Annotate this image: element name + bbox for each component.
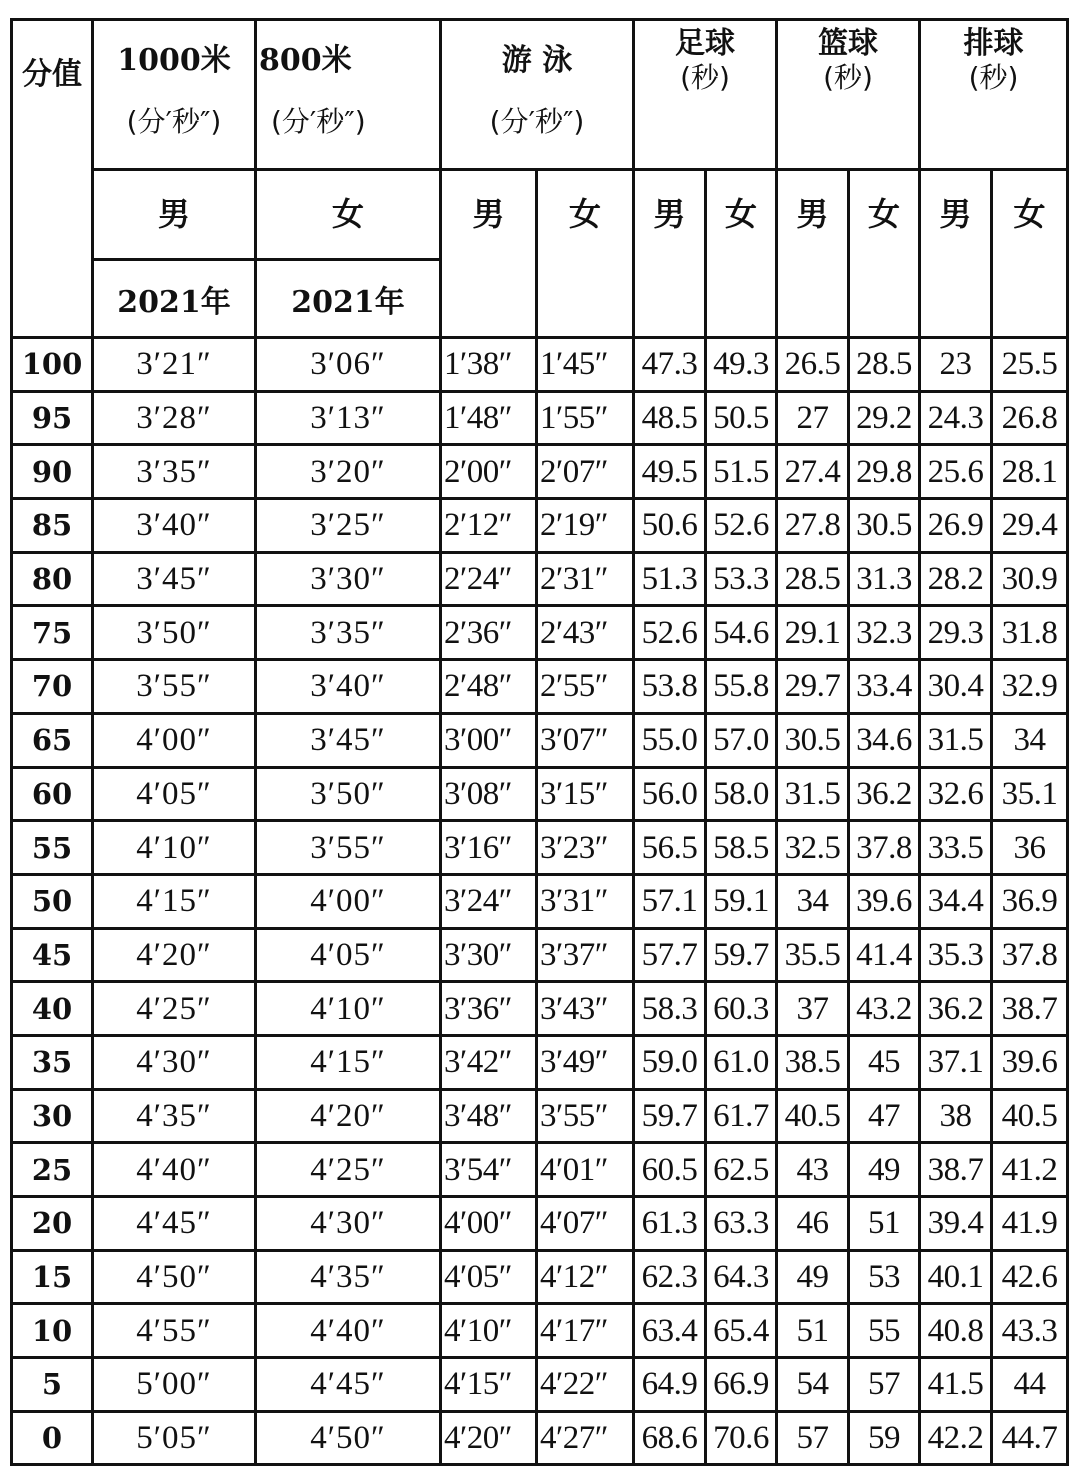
cell-football-male: 50.6 bbox=[634, 499, 706, 553]
cell-volleyball-female: 44 bbox=[992, 1358, 1068, 1412]
cell-football-male: 51.3 bbox=[634, 552, 706, 606]
cell-run-1000m-male: 4′10″ bbox=[93, 821, 256, 875]
cell-swim-female: 3′31″ bbox=[537, 874, 634, 928]
cell-run-1000m-male: 4′50″ bbox=[93, 1250, 256, 1304]
cell-basketball-female: 49 bbox=[849, 1143, 920, 1197]
score-table-body bbox=[12, 338, 1068, 1465]
cell-swim-male: 3′16″ bbox=[441, 821, 537, 875]
cell-score: 75 bbox=[12, 606, 93, 660]
cell-run-1000m-male: 4′30″ bbox=[93, 1035, 256, 1089]
cell-basketball-female: 37.8 bbox=[849, 821, 920, 875]
cell-basketball-female: 55 bbox=[849, 1304, 920, 1358]
cell-run-1000m-male: 4′05″ bbox=[93, 767, 256, 821]
cell-football-male: 56.5 bbox=[634, 821, 706, 875]
cell-swim-female: 3′37″ bbox=[537, 928, 634, 982]
cell-basketball-male: 27.8 bbox=[777, 499, 849, 553]
header-1000m-title: 1000米 bbox=[117, 43, 231, 78]
cell-run-800m-female: 4′00″ bbox=[256, 874, 441, 928]
cell-swim-female: 3′55″ bbox=[537, 1089, 634, 1143]
cell-score: 10 bbox=[12, 1304, 93, 1358]
cell-run-1000m-male: 4′00″ bbox=[93, 713, 256, 767]
cell-football-female: 64.3 bbox=[706, 1250, 777, 1304]
cell-run-1000m-male: 3′50″ bbox=[93, 606, 256, 660]
cell-run-1000m-male: 3′35″ bbox=[93, 445, 256, 499]
cell-volleyball-male: 31.5 bbox=[920, 713, 992, 767]
cell-run-800m-female: 3′25″ bbox=[256, 499, 441, 553]
cell-volleyball-male: 36.2 bbox=[920, 982, 992, 1036]
cell-basketball-male: 51 bbox=[777, 1304, 849, 1358]
cell-football-male: 62.3 bbox=[634, 1250, 706, 1304]
cell-football-female: 54.6 bbox=[706, 606, 777, 660]
cell-basketball-male: 32.5 bbox=[777, 821, 849, 875]
cell-run-800m-female: 4′50″ bbox=[256, 1411, 441, 1465]
cell-basketball-male: 40.5 bbox=[777, 1089, 849, 1143]
cell-football-male: 61.3 bbox=[634, 1197, 706, 1251]
cell-run-800m-female: 4′05″ bbox=[256, 928, 441, 982]
cell-swim-male: 2′00″ bbox=[441, 445, 537, 499]
table-row bbox=[12, 445, 1068, 499]
cell-football-male: 60.5 bbox=[634, 1143, 706, 1197]
cell-run-1000m-male: 5′00″ bbox=[93, 1358, 256, 1412]
cell-run-1000m-male: 4′20″ bbox=[93, 928, 256, 982]
table-row bbox=[12, 391, 1068, 445]
cell-run-800m-female: 4′10″ bbox=[256, 982, 441, 1036]
header-800m-title: 800米 bbox=[259, 43, 352, 78]
cell-volleyball-female: 28.1 bbox=[992, 445, 1068, 499]
cell-basketball-male: 34 bbox=[777, 874, 849, 928]
cell-swim-male: 2′12″ bbox=[441, 499, 537, 553]
cell-run-800m-female: 3′20″ bbox=[256, 445, 441, 499]
cell-swim-male: 2′24″ bbox=[441, 552, 537, 606]
cell-basketball-female: 33.4 bbox=[849, 660, 920, 714]
cropped-footnote-fragment bbox=[10, 1460, 1079, 1474]
cell-swim-male: 4′00″ bbox=[441, 1197, 537, 1251]
cell-run-1000m-male: 4′25″ bbox=[93, 982, 256, 1036]
cell-volleyball-female: 44.7 bbox=[992, 1411, 1068, 1465]
cell-basketball-male: 29.7 bbox=[777, 660, 849, 714]
cell-swim-female: 3′15″ bbox=[537, 767, 634, 821]
cell-basketball-female: 29.2 bbox=[849, 391, 920, 445]
cell-swim-female: 1′45″ bbox=[537, 338, 634, 392]
header-football-unit: (秒) bbox=[680, 61, 730, 94]
cell-score: 70 bbox=[12, 660, 93, 714]
header-1000m bbox=[93, 20, 256, 170]
header-swim bbox=[441, 20, 634, 170]
header-row-gender bbox=[12, 170, 1068, 260]
cell-volleyball-male: 32.6 bbox=[920, 767, 992, 821]
cell-volleyball-male: 37.1 bbox=[920, 1035, 992, 1089]
cell-basketball-female: 47 bbox=[849, 1089, 920, 1143]
cell-run-1000m-male: 4′55″ bbox=[93, 1304, 256, 1358]
cell-volleyball-male: 29.3 bbox=[920, 606, 992, 660]
cell-swim-male: 4′20″ bbox=[441, 1411, 537, 1465]
cell-swim-female: 3′07″ bbox=[537, 713, 634, 767]
table-row bbox=[12, 499, 1068, 553]
cell-basketball-male: 37 bbox=[777, 982, 849, 1036]
header-score: 分值 bbox=[12, 20, 93, 338]
cell-volleyball-female: 40.5 bbox=[992, 1089, 1068, 1143]
cell-basketball-male: 54 bbox=[777, 1358, 849, 1412]
header-800m-gender: 女 bbox=[256, 170, 441, 260]
table-row bbox=[12, 338, 1068, 392]
cell-volleyball-female: 41.9 bbox=[992, 1197, 1068, 1251]
cell-volleyball-male: 25.6 bbox=[920, 445, 992, 499]
cell-basketball-male: 49 bbox=[777, 1250, 849, 1304]
cell-volleyball-male: 26.9 bbox=[920, 499, 992, 553]
score-table bbox=[10, 18, 1069, 1466]
cell-score: 40 bbox=[12, 982, 93, 1036]
header-row-title bbox=[12, 20, 1068, 170]
cell-basketball-male: 46 bbox=[777, 1197, 849, 1251]
cell-basketball-male: 27.4 bbox=[777, 445, 849, 499]
cell-run-800m-female: 4′20″ bbox=[256, 1089, 441, 1143]
cell-basketball-female: 59 bbox=[849, 1411, 920, 1465]
cell-basketball-female: 57 bbox=[849, 1358, 920, 1412]
cell-swim-male: 3′08″ bbox=[441, 767, 537, 821]
cell-score: 55 bbox=[12, 821, 93, 875]
header-basketball-unit: (秒) bbox=[823, 61, 873, 94]
cell-run-1000m-male: 3′28″ bbox=[93, 391, 256, 445]
cell-volleyball-male: 34.4 bbox=[920, 874, 992, 928]
cell-swim-male: 3′48″ bbox=[441, 1089, 537, 1143]
table-row bbox=[12, 928, 1068, 982]
header-800m-year: 2021年 bbox=[256, 260, 441, 338]
header-basketball-male: 男 bbox=[777, 170, 849, 338]
cell-volleyball-female: 35.1 bbox=[992, 767, 1068, 821]
cell-football-female: 60.3 bbox=[706, 982, 777, 1036]
cell-basketball-female: 45 bbox=[849, 1035, 920, 1089]
cell-football-male: 63.4 bbox=[634, 1304, 706, 1358]
table-row bbox=[12, 606, 1068, 660]
table-row bbox=[12, 1304, 1068, 1358]
cell-basketball-male: 31.5 bbox=[777, 767, 849, 821]
header-volleyball bbox=[920, 20, 1068, 170]
cell-football-female: 58.0 bbox=[706, 767, 777, 821]
cell-basketball-female: 41.4 bbox=[849, 928, 920, 982]
table-row bbox=[12, 552, 1068, 606]
table-row bbox=[12, 1089, 1068, 1143]
cell-swim-female: 4′01″ bbox=[537, 1143, 634, 1197]
cell-run-1000m-male: 5′05″ bbox=[93, 1411, 256, 1465]
cell-football-female: 52.6 bbox=[706, 499, 777, 553]
cell-volleyball-female: 30.9 bbox=[992, 552, 1068, 606]
cell-volleyball-male: 33.5 bbox=[920, 821, 992, 875]
cell-football-female: 70.6 bbox=[706, 1411, 777, 1465]
header-volleyball-male: 男 bbox=[920, 170, 992, 338]
cell-basketball-male: 26.5 bbox=[777, 338, 849, 392]
cell-football-female: 53.3 bbox=[706, 552, 777, 606]
cell-volleyball-male: 30.4 bbox=[920, 660, 992, 714]
table-row bbox=[12, 1197, 1068, 1251]
cell-volleyball-female: 25.5 bbox=[992, 338, 1068, 392]
header-basketball-female: 女 bbox=[849, 170, 920, 338]
cell-swim-female: 2′07″ bbox=[537, 445, 634, 499]
cell-volleyball-female: 39.6 bbox=[992, 1035, 1068, 1089]
cell-swim-female: 4′07″ bbox=[537, 1197, 634, 1251]
header-football-female: 女 bbox=[706, 170, 777, 338]
cell-score: 95 bbox=[12, 391, 93, 445]
cell-football-female: 55.8 bbox=[706, 660, 777, 714]
cell-volleyball-female: 36.9 bbox=[992, 874, 1068, 928]
cell-swim-male: 3′36″ bbox=[441, 982, 537, 1036]
cell-volleyball-female: 38.7 bbox=[992, 982, 1068, 1036]
cell-volleyball-female: 34 bbox=[992, 713, 1068, 767]
cell-volleyball-male: 40.1 bbox=[920, 1250, 992, 1304]
cell-basketball-female: 31.3 bbox=[849, 552, 920, 606]
cell-swim-male: 1′48″ bbox=[441, 391, 537, 445]
header-1000m-year: 2021年 bbox=[93, 260, 256, 338]
cell-score: 85 bbox=[12, 499, 93, 553]
cell-run-1000m-male: 3′55″ bbox=[93, 660, 256, 714]
cell-basketball-male: 30.5 bbox=[777, 713, 849, 767]
cell-run-800m-female: 3′50″ bbox=[256, 767, 441, 821]
cell-swim-male: 3′24″ bbox=[441, 874, 537, 928]
cell-football-male: 48.5 bbox=[634, 391, 706, 445]
cell-basketball-female: 30.5 bbox=[849, 499, 920, 553]
cell-football-female: 59.7 bbox=[706, 928, 777, 982]
cell-volleyball-female: 37.8 bbox=[992, 928, 1068, 982]
cell-run-1000m-male: 3′21″ bbox=[93, 338, 256, 392]
cell-basketball-female: 36.2 bbox=[849, 767, 920, 821]
header-football bbox=[634, 20, 777, 170]
cell-volleyball-male: 39.4 bbox=[920, 1197, 992, 1251]
table-row bbox=[12, 660, 1068, 714]
cell-volleyball-male: 42.2 bbox=[920, 1411, 992, 1465]
cell-swim-female: 3′49″ bbox=[537, 1035, 634, 1089]
cell-football-female: 49.3 bbox=[706, 338, 777, 392]
cell-basketball-female: 32.3 bbox=[849, 606, 920, 660]
cell-football-male: 64.9 bbox=[634, 1358, 706, 1412]
cell-basketball-male: 38.5 bbox=[777, 1035, 849, 1089]
cell-run-800m-female: 4′45″ bbox=[256, 1358, 441, 1412]
cell-swim-female: 3′23″ bbox=[537, 821, 634, 875]
header-volleyball-unit: (秒) bbox=[968, 61, 1019, 94]
cell-basketball-male: 43 bbox=[777, 1143, 849, 1197]
cell-football-female: 58.5 bbox=[706, 821, 777, 875]
table-row bbox=[12, 1358, 1068, 1412]
cell-swim-female: 1′55″ bbox=[537, 391, 634, 445]
cell-run-800m-female: 4′35″ bbox=[256, 1250, 441, 1304]
header-800m bbox=[256, 20, 441, 170]
cell-volleyball-male: 41.5 bbox=[920, 1358, 992, 1412]
cell-run-1000m-male: 4′35″ bbox=[93, 1089, 256, 1143]
cell-run-800m-female: 4′30″ bbox=[256, 1197, 441, 1251]
table-row bbox=[12, 1143, 1068, 1197]
cell-run-800m-female: 4′40″ bbox=[256, 1304, 441, 1358]
cell-run-1000m-male: 4′40″ bbox=[93, 1143, 256, 1197]
cell-swim-male: 3′42″ bbox=[441, 1035, 537, 1089]
cell-football-female: 59.1 bbox=[706, 874, 777, 928]
cell-swim-male: 2′36″ bbox=[441, 606, 537, 660]
cell-swim-male: 2′48″ bbox=[441, 660, 537, 714]
header-1000m-unit: (分′秒″) bbox=[126, 105, 222, 138]
cell-score: 80 bbox=[12, 552, 93, 606]
cell-football-male: 55.0 bbox=[634, 713, 706, 767]
cell-score: 5 bbox=[12, 1358, 93, 1412]
cell-volleyball-female: 29.4 bbox=[992, 499, 1068, 553]
cell-football-female: 61.7 bbox=[706, 1089, 777, 1143]
cell-run-1000m-male: 4′15″ bbox=[93, 874, 256, 928]
header-basketball bbox=[777, 20, 920, 170]
cell-run-800m-female: 3′45″ bbox=[256, 713, 441, 767]
header-volleyball-title: 排球 bbox=[963, 26, 1024, 61]
cell-swim-male: 4′05″ bbox=[441, 1250, 537, 1304]
cell-basketball-male: 35.5 bbox=[777, 928, 849, 982]
cell-basketball-male: 29.1 bbox=[777, 606, 849, 660]
cell-run-800m-female: 4′15″ bbox=[256, 1035, 441, 1089]
cell-volleyball-male: 35.3 bbox=[920, 928, 992, 982]
cell-football-female: 61.0 bbox=[706, 1035, 777, 1089]
cell-basketball-female: 51 bbox=[849, 1197, 920, 1251]
cell-run-800m-female: 3′06″ bbox=[256, 338, 441, 392]
cell-run-800m-female: 3′55″ bbox=[256, 821, 441, 875]
cell-run-800m-female: 3′35″ bbox=[256, 606, 441, 660]
header-swim-unit: (分′秒″) bbox=[489, 105, 585, 138]
cell-football-male: 57.1 bbox=[634, 874, 706, 928]
cell-football-male: 49.5 bbox=[634, 445, 706, 499]
cell-volleyball-male: 24.3 bbox=[920, 391, 992, 445]
table-row bbox=[12, 821, 1068, 875]
cell-football-male: 59.0 bbox=[634, 1035, 706, 1089]
cell-run-800m-female: 4′25″ bbox=[256, 1143, 441, 1197]
cell-basketball-female: 29.8 bbox=[849, 445, 920, 499]
table-row bbox=[12, 874, 1068, 928]
cell-football-female: 66.9 bbox=[706, 1358, 777, 1412]
header-football-title: 足球 bbox=[675, 26, 736, 61]
header-1000m-gender: 男 bbox=[93, 170, 256, 260]
cell-football-male: 56.0 bbox=[634, 767, 706, 821]
cell-swim-female: 4′12″ bbox=[537, 1250, 634, 1304]
cell-volleyball-male: 38 bbox=[920, 1089, 992, 1143]
cell-score: 0 bbox=[12, 1411, 93, 1465]
cell-swim-male: 3′30″ bbox=[441, 928, 537, 982]
cell-score: 25 bbox=[12, 1143, 93, 1197]
cell-football-male: 68.6 bbox=[634, 1411, 706, 1465]
cell-volleyball-female: 42.6 bbox=[992, 1250, 1068, 1304]
cell-basketball-female: 39.6 bbox=[849, 874, 920, 928]
cell-football-male: 52.6 bbox=[634, 606, 706, 660]
cell-score: 65 bbox=[12, 713, 93, 767]
cell-football-female: 63.3 bbox=[706, 1197, 777, 1251]
cell-run-1000m-male: 3′40″ bbox=[93, 499, 256, 553]
header-volleyball-female: 女 bbox=[992, 170, 1068, 338]
cell-volleyball-male: 40.8 bbox=[920, 1304, 992, 1358]
table-row bbox=[12, 1250, 1068, 1304]
cell-swim-female: 4′27″ bbox=[537, 1411, 634, 1465]
cell-swim-female: 2′43″ bbox=[537, 606, 634, 660]
cell-volleyball-female: 36 bbox=[992, 821, 1068, 875]
cell-volleyball-male: 23 bbox=[920, 338, 992, 392]
cell-swim-male: 4′15″ bbox=[441, 1358, 537, 1412]
cell-volleyball-female: 32.9 bbox=[992, 660, 1068, 714]
cell-swim-female: 2′19″ bbox=[537, 499, 634, 553]
cell-swim-female: 3′43″ bbox=[537, 982, 634, 1036]
header-swim-female: 女 bbox=[537, 170, 634, 338]
cell-score: 100 bbox=[12, 338, 93, 392]
cell-score: 35 bbox=[12, 1035, 93, 1089]
cell-swim-male: 1′38″ bbox=[441, 338, 537, 392]
cell-volleyball-female: 43.3 bbox=[992, 1304, 1068, 1358]
cell-basketball-male: 28.5 bbox=[777, 552, 849, 606]
cell-swim-male: 3′54″ bbox=[441, 1143, 537, 1197]
cell-volleyball-male: 28.2 bbox=[920, 552, 992, 606]
cell-football-female: 57.0 bbox=[706, 713, 777, 767]
cell-swim-male: 4′10″ bbox=[441, 1304, 537, 1358]
cell-football-male: 59.7 bbox=[634, 1089, 706, 1143]
cell-basketball-female: 43.2 bbox=[849, 982, 920, 1036]
cell-score: 45 bbox=[12, 928, 93, 982]
cell-football-female: 50.5 bbox=[706, 391, 777, 445]
cell-score: 30 bbox=[12, 1089, 93, 1143]
table-row bbox=[12, 713, 1068, 767]
cell-run-800m-female: 3′40″ bbox=[256, 660, 441, 714]
cell-swim-female: 2′31″ bbox=[537, 552, 634, 606]
cell-swim-female: 4′17″ bbox=[537, 1304, 634, 1358]
header-football-male: 男 bbox=[634, 170, 706, 338]
header-800m-unit: (分′秒″) bbox=[271, 105, 366, 138]
cell-score: 15 bbox=[12, 1250, 93, 1304]
cell-volleyball-female: 31.8 bbox=[992, 606, 1068, 660]
cell-volleyball-female: 26.8 bbox=[992, 391, 1068, 445]
cell-football-male: 53.8 bbox=[634, 660, 706, 714]
cell-score: 50 bbox=[12, 874, 93, 928]
cell-football-male: 47.3 bbox=[634, 338, 706, 392]
cropped-title-fragment bbox=[440, 0, 1079, 10]
header-basketball-title: 篮球 bbox=[818, 26, 879, 61]
cell-swim-female: 4′22″ bbox=[537, 1358, 634, 1412]
cell-football-male: 57.7 bbox=[634, 928, 706, 982]
cell-basketball-female: 53 bbox=[849, 1250, 920, 1304]
cell-score: 90 bbox=[12, 445, 93, 499]
cell-swim-male: 3′00″ bbox=[441, 713, 537, 767]
cell-score: 60 bbox=[12, 767, 93, 821]
cell-volleyball-female: 41.2 bbox=[992, 1143, 1068, 1197]
cell-score: 20 bbox=[12, 1197, 93, 1251]
cell-volleyball-male: 38.7 bbox=[920, 1143, 992, 1197]
table-row bbox=[12, 767, 1068, 821]
cell-basketball-female: 34.6 bbox=[849, 713, 920, 767]
cell-run-1000m-male: 4′45″ bbox=[93, 1197, 256, 1251]
table-row bbox=[12, 1411, 1068, 1465]
cell-football-female: 62.5 bbox=[706, 1143, 777, 1197]
cell-swim-female: 2′55″ bbox=[537, 660, 634, 714]
cell-football-female: 65.4 bbox=[706, 1304, 777, 1358]
header-swim-title: 游 泳 bbox=[501, 43, 573, 78]
table-row bbox=[12, 982, 1068, 1036]
cell-basketball-male: 57 bbox=[777, 1411, 849, 1465]
cell-run-800m-female: 3′30″ bbox=[256, 552, 441, 606]
cell-run-800m-female: 3′13″ bbox=[256, 391, 441, 445]
cell-basketball-male: 27 bbox=[777, 391, 849, 445]
cell-football-female: 51.5 bbox=[706, 445, 777, 499]
table-row bbox=[12, 1035, 1068, 1089]
cell-football-male: 58.3 bbox=[634, 982, 706, 1036]
header-swim-male: 男 bbox=[441, 170, 537, 338]
cell-basketball-female: 28.5 bbox=[849, 338, 920, 392]
cell-run-1000m-male: 3′45″ bbox=[93, 552, 256, 606]
